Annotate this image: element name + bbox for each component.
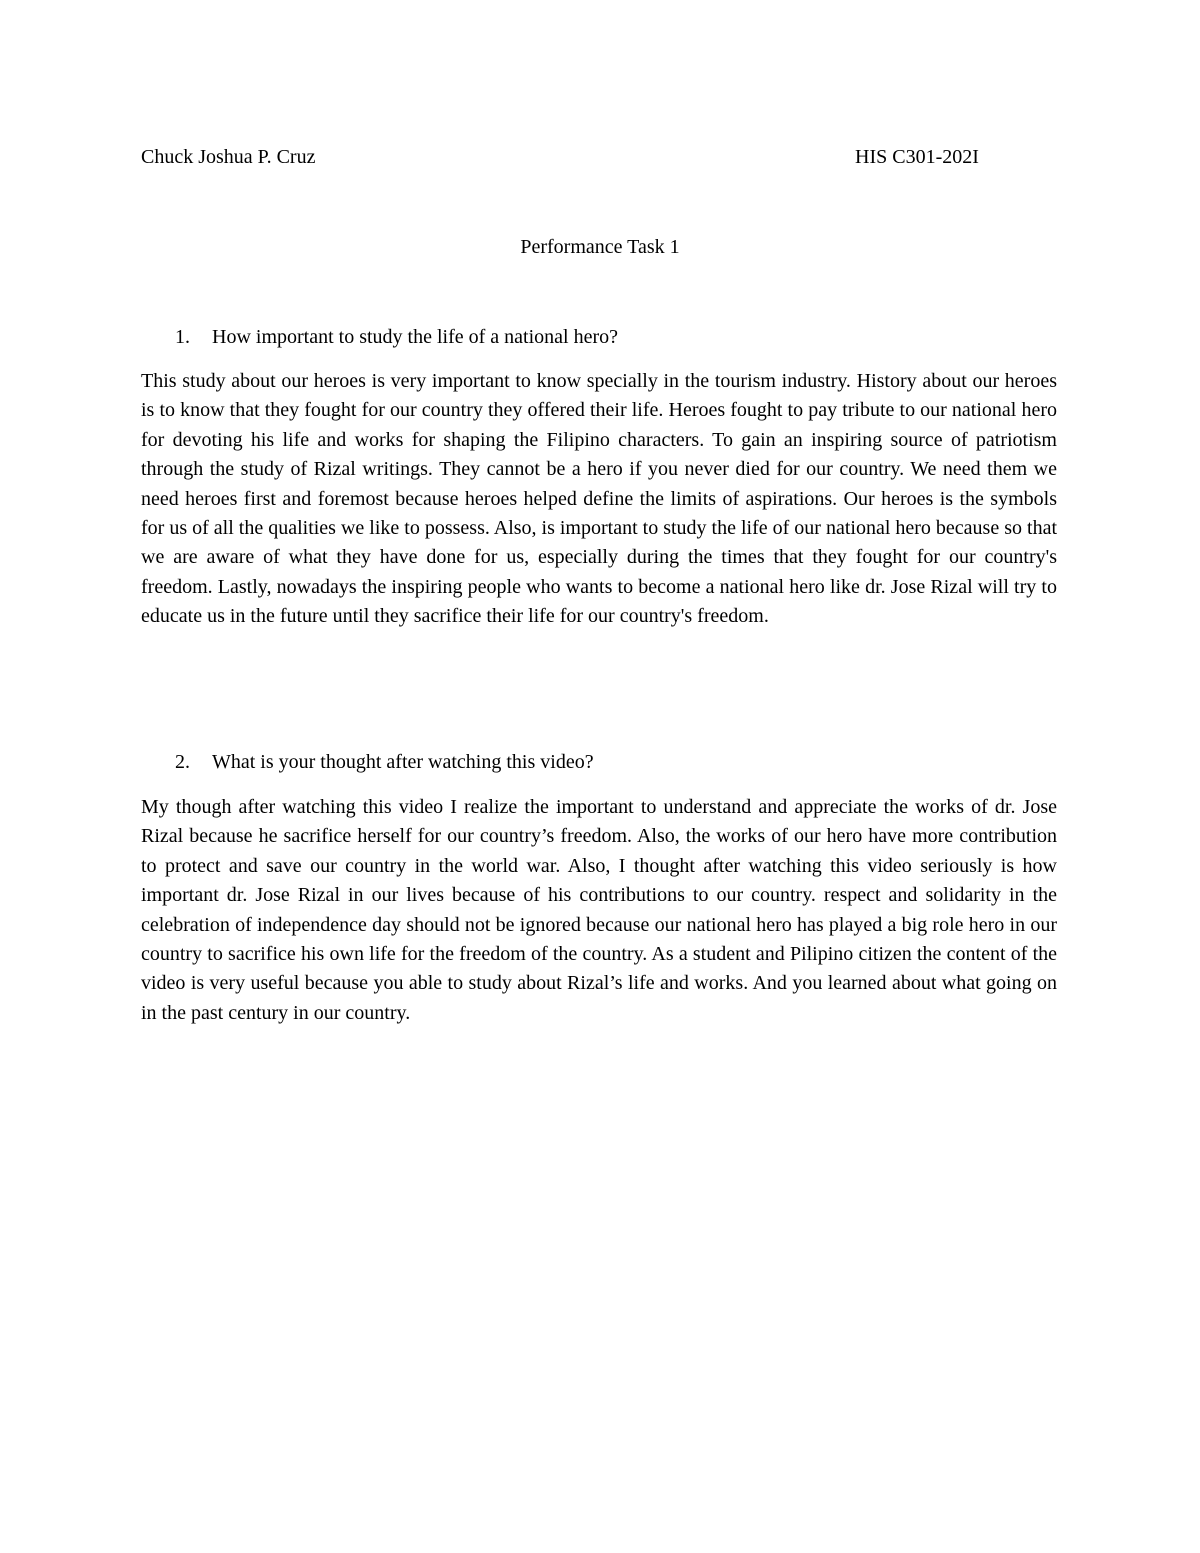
question-text: How important to study the life of a national hero? <box>212 326 619 348</box>
question-text: What is your thought after watching this video? <box>212 751 594 773</box>
question-number: 1. <box>175 326 190 348</box>
answer-1-paragraph: This study about our heroes is very important to know specially in the tourism industry. History about our heroes is to know that they fought for our country they offered their life. Heroes fought to pay tribute to our national hero for devoting his life and works for shaping the Filipino characters. To gain an inspiring source of patriotism through the study of Rizal writings. They cannot be a hero if you never died for our country. We need them we need heroes first and foremost because heroes helped define the limits of aspirations. Our heroes is the symbols for us of all the qualities we like to possess. Also, is important to study the life of our national hero because so that we are aware of what they have done for us, especially during the times that they fought for our country's freedom. Lastly, nowadays the inspiring people who wants to become a national hero like dr. Jose Rizal will try to educate us in the future until they sacrifice their life for our country's freedom. <box>141 370 1057 628</box>
answer-2-paragraph: My though after watching this video I realize the important to understand and appreciate the works of dr. Jose Rizal because he sacrifice herself for our country’s freedom. Also, the works of our hero have more contribution to protect and save our country in the world war. Also, I thought after watching this video seriously is how important dr. Jose Rizal in our lives because of his contributions to our country. respect and solidarity in the celebration of independence day should not be ignored because our national hero has played a big role hero in our country to sacrifice his own life for the freedom of the country. As a student and Pilipino citizen the content of the video is very useful because you able to study about Rizal’s life and works. And you learned about what going on in the past century in our country. <box>141 796 1057 1024</box>
author-name: Chuck Joshua P. Cruz <box>141 146 316 168</box>
document-title: Performance Task 1 <box>520 236 680 258</box>
question-number: 2. <box>175 751 190 773</box>
course-code: HIS C301-202I <box>855 146 979 168</box>
